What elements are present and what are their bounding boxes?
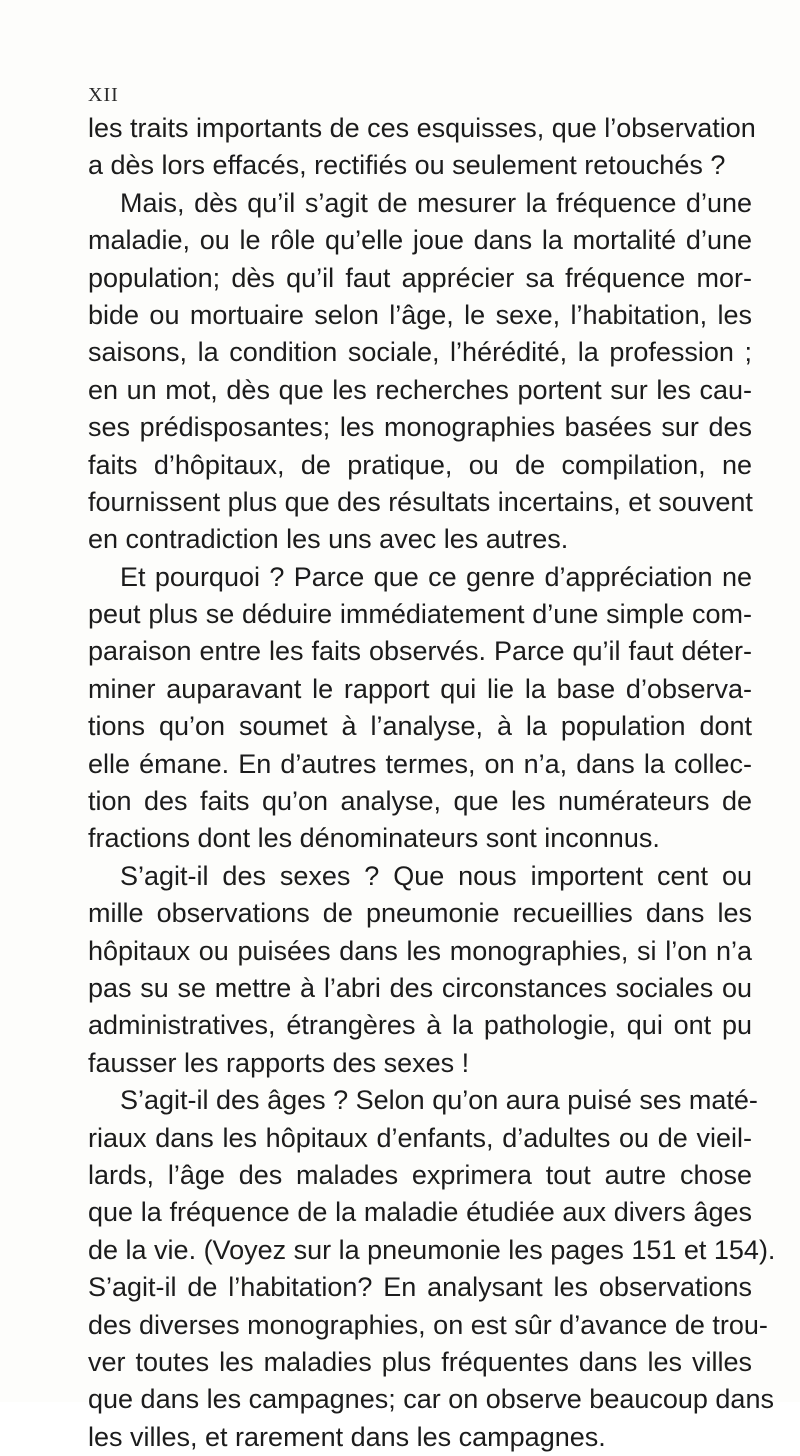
text-line: pas su se mettre à l’abri des circonstances sociales ou <box>88 972 752 1003</box>
text-line: S’agit-il de l’habitation? En analysant les observations <box>88 1272 752 1303</box>
text-line: S’agit-il des âges ? Selon qu’on aura puisé ses maté- <box>120 1085 758 1116</box>
text-line: bide ou mortuaire selon l’âge, le sexe, l’habitation, les <box>88 299 752 330</box>
paragraph <box>88 1269 774 1456</box>
text-line: des diverses monographies, on est sûr d’avance de trou- <box>88 1309 768 1340</box>
body-text <box>88 110 776 1456</box>
text-line: les villes, et rarement dans les campagnes. <box>88 1421 606 1452</box>
paragraph <box>88 559 752 858</box>
text-line: fractions dont les dénominateurs sont inconnus. <box>88 823 660 854</box>
text-line: Mais, dès qu’il s’agit de mesurer la fréquence d’une <box>120 187 752 218</box>
page-number: XII <box>88 84 119 106</box>
text-line: Et pourquoi ? Parce que ce genre d’appréciation ne <box>120 561 752 592</box>
text-line: elle émane. En d’autres termes, on n’a, dans la collec- <box>88 748 752 779</box>
text-line: administratives, étrangères à la pathologie, qui ont pu <box>88 1010 752 1041</box>
text-line: population; dès qu’il faut apprécier sa fréquence mor- <box>88 262 752 293</box>
text-line: riaux dans les hôpitaux d’enfants, d’adultes ou de vieil- <box>88 1122 752 1153</box>
text-line: les traits importants de ces esquisses, que l’observation <box>88 113 756 143</box>
text-line: fournissent plus que des résultats incertains, et souvent <box>88 486 753 517</box>
text-line: a dès lors effacés, rectifiés ou seulement retouchés ? <box>88 150 726 181</box>
paragraph <box>88 185 752 559</box>
text-line: ses prédisposantes; les monographies basées sur des <box>88 412 752 443</box>
paragraph <box>88 1082 776 1269</box>
text-line: lards, l’âge des malades exprimera tout autre chose <box>88 1159 752 1190</box>
text-line: peut plus se déduire immédiatement d’une simple com- <box>88 599 752 630</box>
text-line: miner auparavant le rapport qui lie la base d’observa- <box>88 673 752 704</box>
text-line: ver toutes les maladies plus fréquentes dans les villes <box>88 1346 752 1377</box>
text-line: hôpitaux ou puisées dans les monographies, si l’on n’a <box>88 935 752 966</box>
paragraph <box>88 858 752 1082</box>
text-line: paraison entre les faits observés. Parce qu’il faut déter- <box>88 636 752 667</box>
text-line: maladie, ou le rôle qu’elle joue dans la mortalité d’une <box>88 225 752 256</box>
text-line: tion des faits qu’on analyse, que les numérateurs de <box>88 786 752 817</box>
paragraph <box>88 110 756 185</box>
text-line: fausser les rapports des sexes ! <box>88 1047 470 1078</box>
text-line: saisons, la condition sociale, l’hérédité, la profession ; <box>88 337 752 368</box>
text-line: de la vie. (Voyez sur la pneumonie les pages 151 et 154). <box>88 1234 776 1265</box>
text-line: S’agit-il des sexes ? Que nous importent cent ou <box>120 860 752 891</box>
text-line: en un mot, dès que les recherches portent sur les cau- <box>88 374 752 405</box>
text-line: tions qu’on soumet à l’analyse, à la population dont <box>88 711 752 742</box>
text-line: faits d’hôpitaux, de pratique, ou de compilation, ne <box>88 449 752 480</box>
text-line: mille observations de pneumonie recueillies dans les <box>88 898 752 929</box>
text-line: que la fréquence de la maladie étudiée aux divers âges <box>88 1197 752 1228</box>
text-line: en contradiction les uns avec les autres. <box>88 524 569 555</box>
text-line: que dans les campagnes; car on observe beaucoup dans <box>88 1384 774 1415</box>
